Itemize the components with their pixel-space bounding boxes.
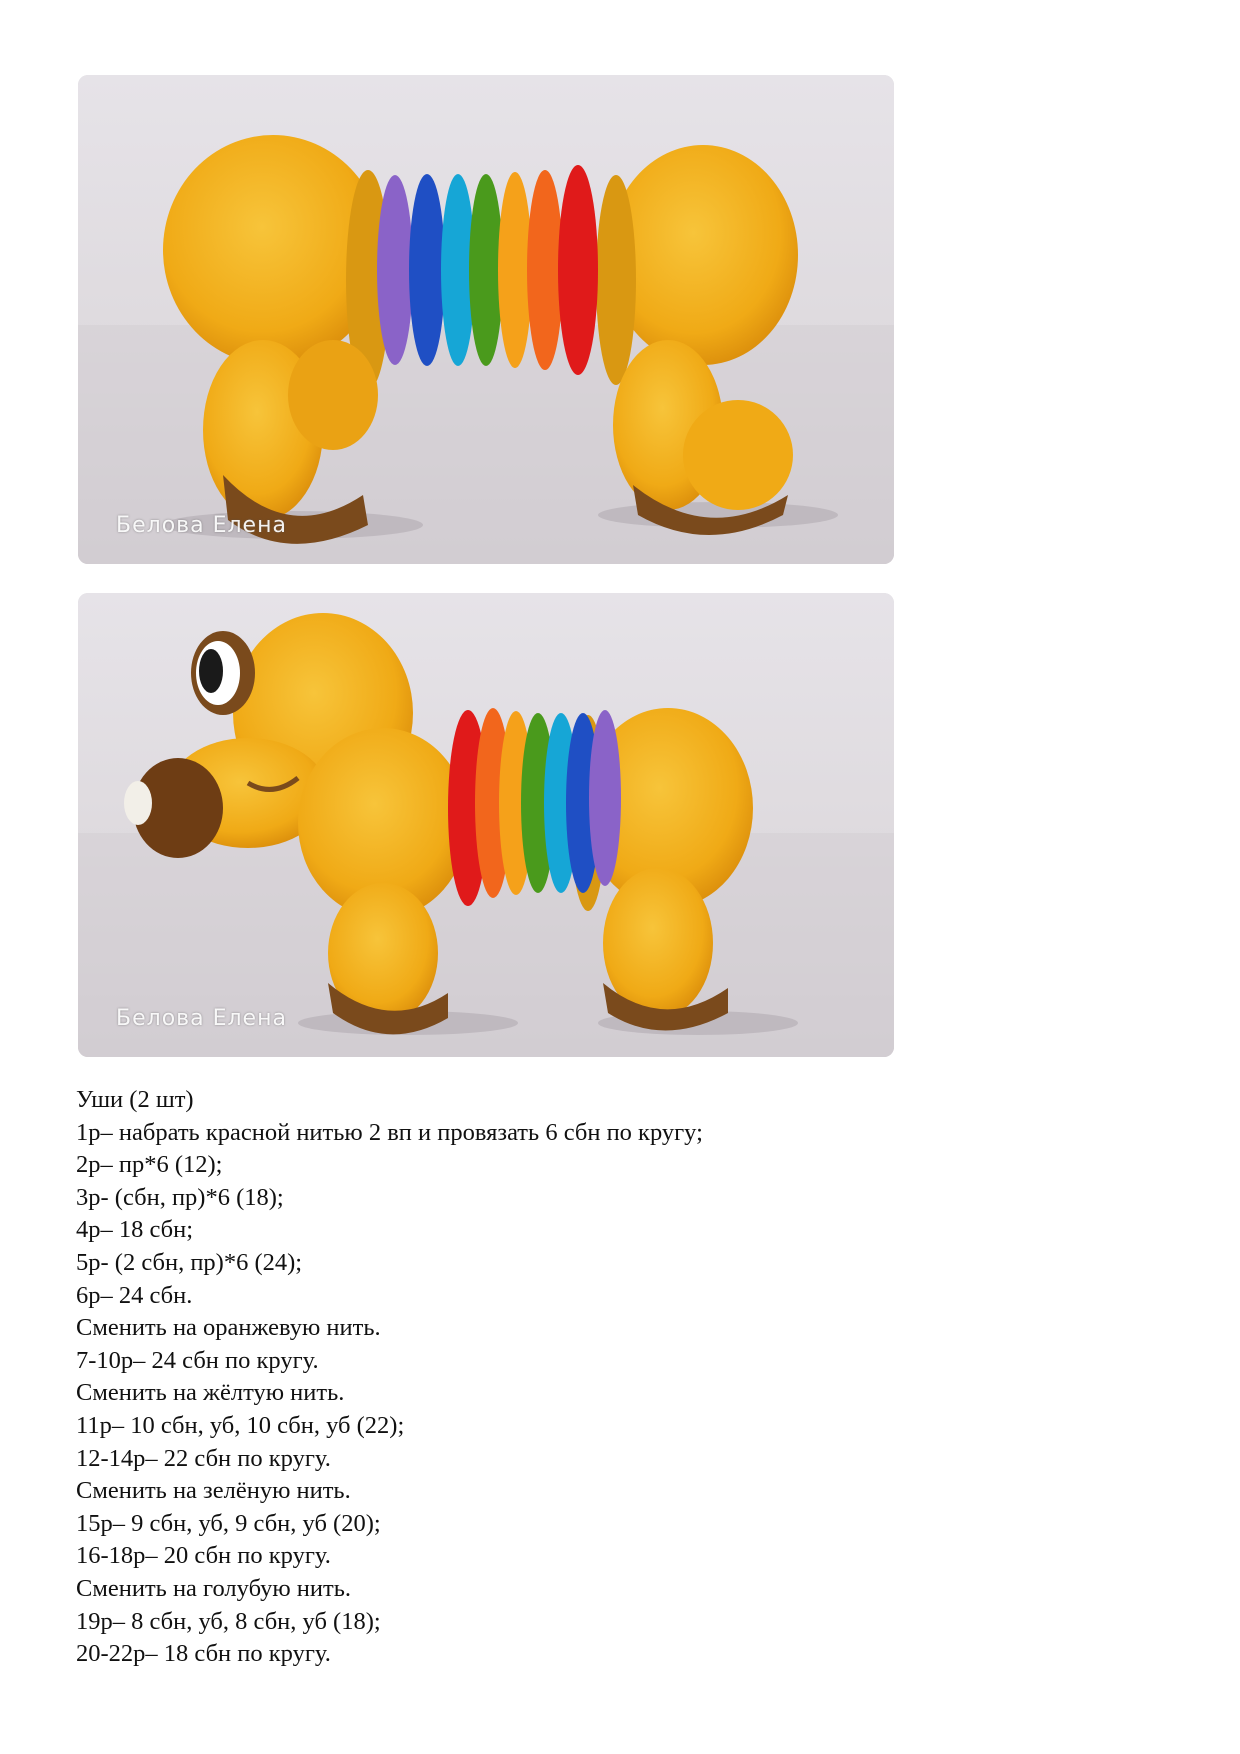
pattern-line: 20-22р– 18 сбн по кругу. bbox=[76, 1640, 331, 1668]
pattern-line: 6р– 24 сбн. bbox=[76, 1281, 193, 1309]
photo-watermark: Белова Елена bbox=[116, 1006, 287, 1031]
pattern-line: 5р- (2 сбн, пр)*6 (24); bbox=[76, 1248, 303, 1276]
pattern-line: 16-18р– 20 сбн по кругу. bbox=[76, 1542, 331, 1570]
pattern-line: 3р- (сбн, пр)*6 (18); bbox=[76, 1183, 284, 1211]
toy-photo-side bbox=[78, 593, 894, 1057]
pattern-line: 7-10р– 24 сбн по кругу. bbox=[76, 1346, 319, 1374]
pattern-line: 19р– 8 сбн, уб, 8 сбн, уб (18); bbox=[76, 1607, 381, 1635]
pattern-heading: Уши (2 шт) bbox=[76, 1086, 194, 1113]
toy-photo-rear bbox=[78, 75, 894, 564]
toy-illustration-rear bbox=[78, 75, 894, 564]
pattern-line: 11р– 10 сбн, уб, 10 сбн, уб (22); bbox=[76, 1411, 405, 1439]
pattern-instructions bbox=[76, 1084, 976, 1671]
pattern-line: Сменить на голубую нить. bbox=[76, 1574, 352, 1602]
pattern-line: Сменить на зелёную нить. bbox=[76, 1477, 351, 1505]
pattern-line: 12-14р– 22 сбн по кругу. bbox=[76, 1444, 331, 1472]
pattern-line: 2р– пр*6 (12); bbox=[76, 1151, 223, 1179]
pattern-line: Сменить на оранжевую нить. bbox=[76, 1314, 381, 1342]
pattern-line: 1р– набрать красной нитью 2 вп и провязать 6 сбн по кругу; bbox=[76, 1118, 703, 1146]
pattern-line: 4р– 18 сбн; bbox=[76, 1216, 194, 1244]
pattern-line: 15р– 9 сбн, уб, 9 сбн, уб (20); bbox=[76, 1509, 381, 1537]
toy-illustration-side bbox=[78, 593, 894, 1057]
photo-watermark: Белова Елена bbox=[116, 513, 287, 538]
pattern-line: Сменить на жёлтую нить. bbox=[76, 1379, 345, 1407]
